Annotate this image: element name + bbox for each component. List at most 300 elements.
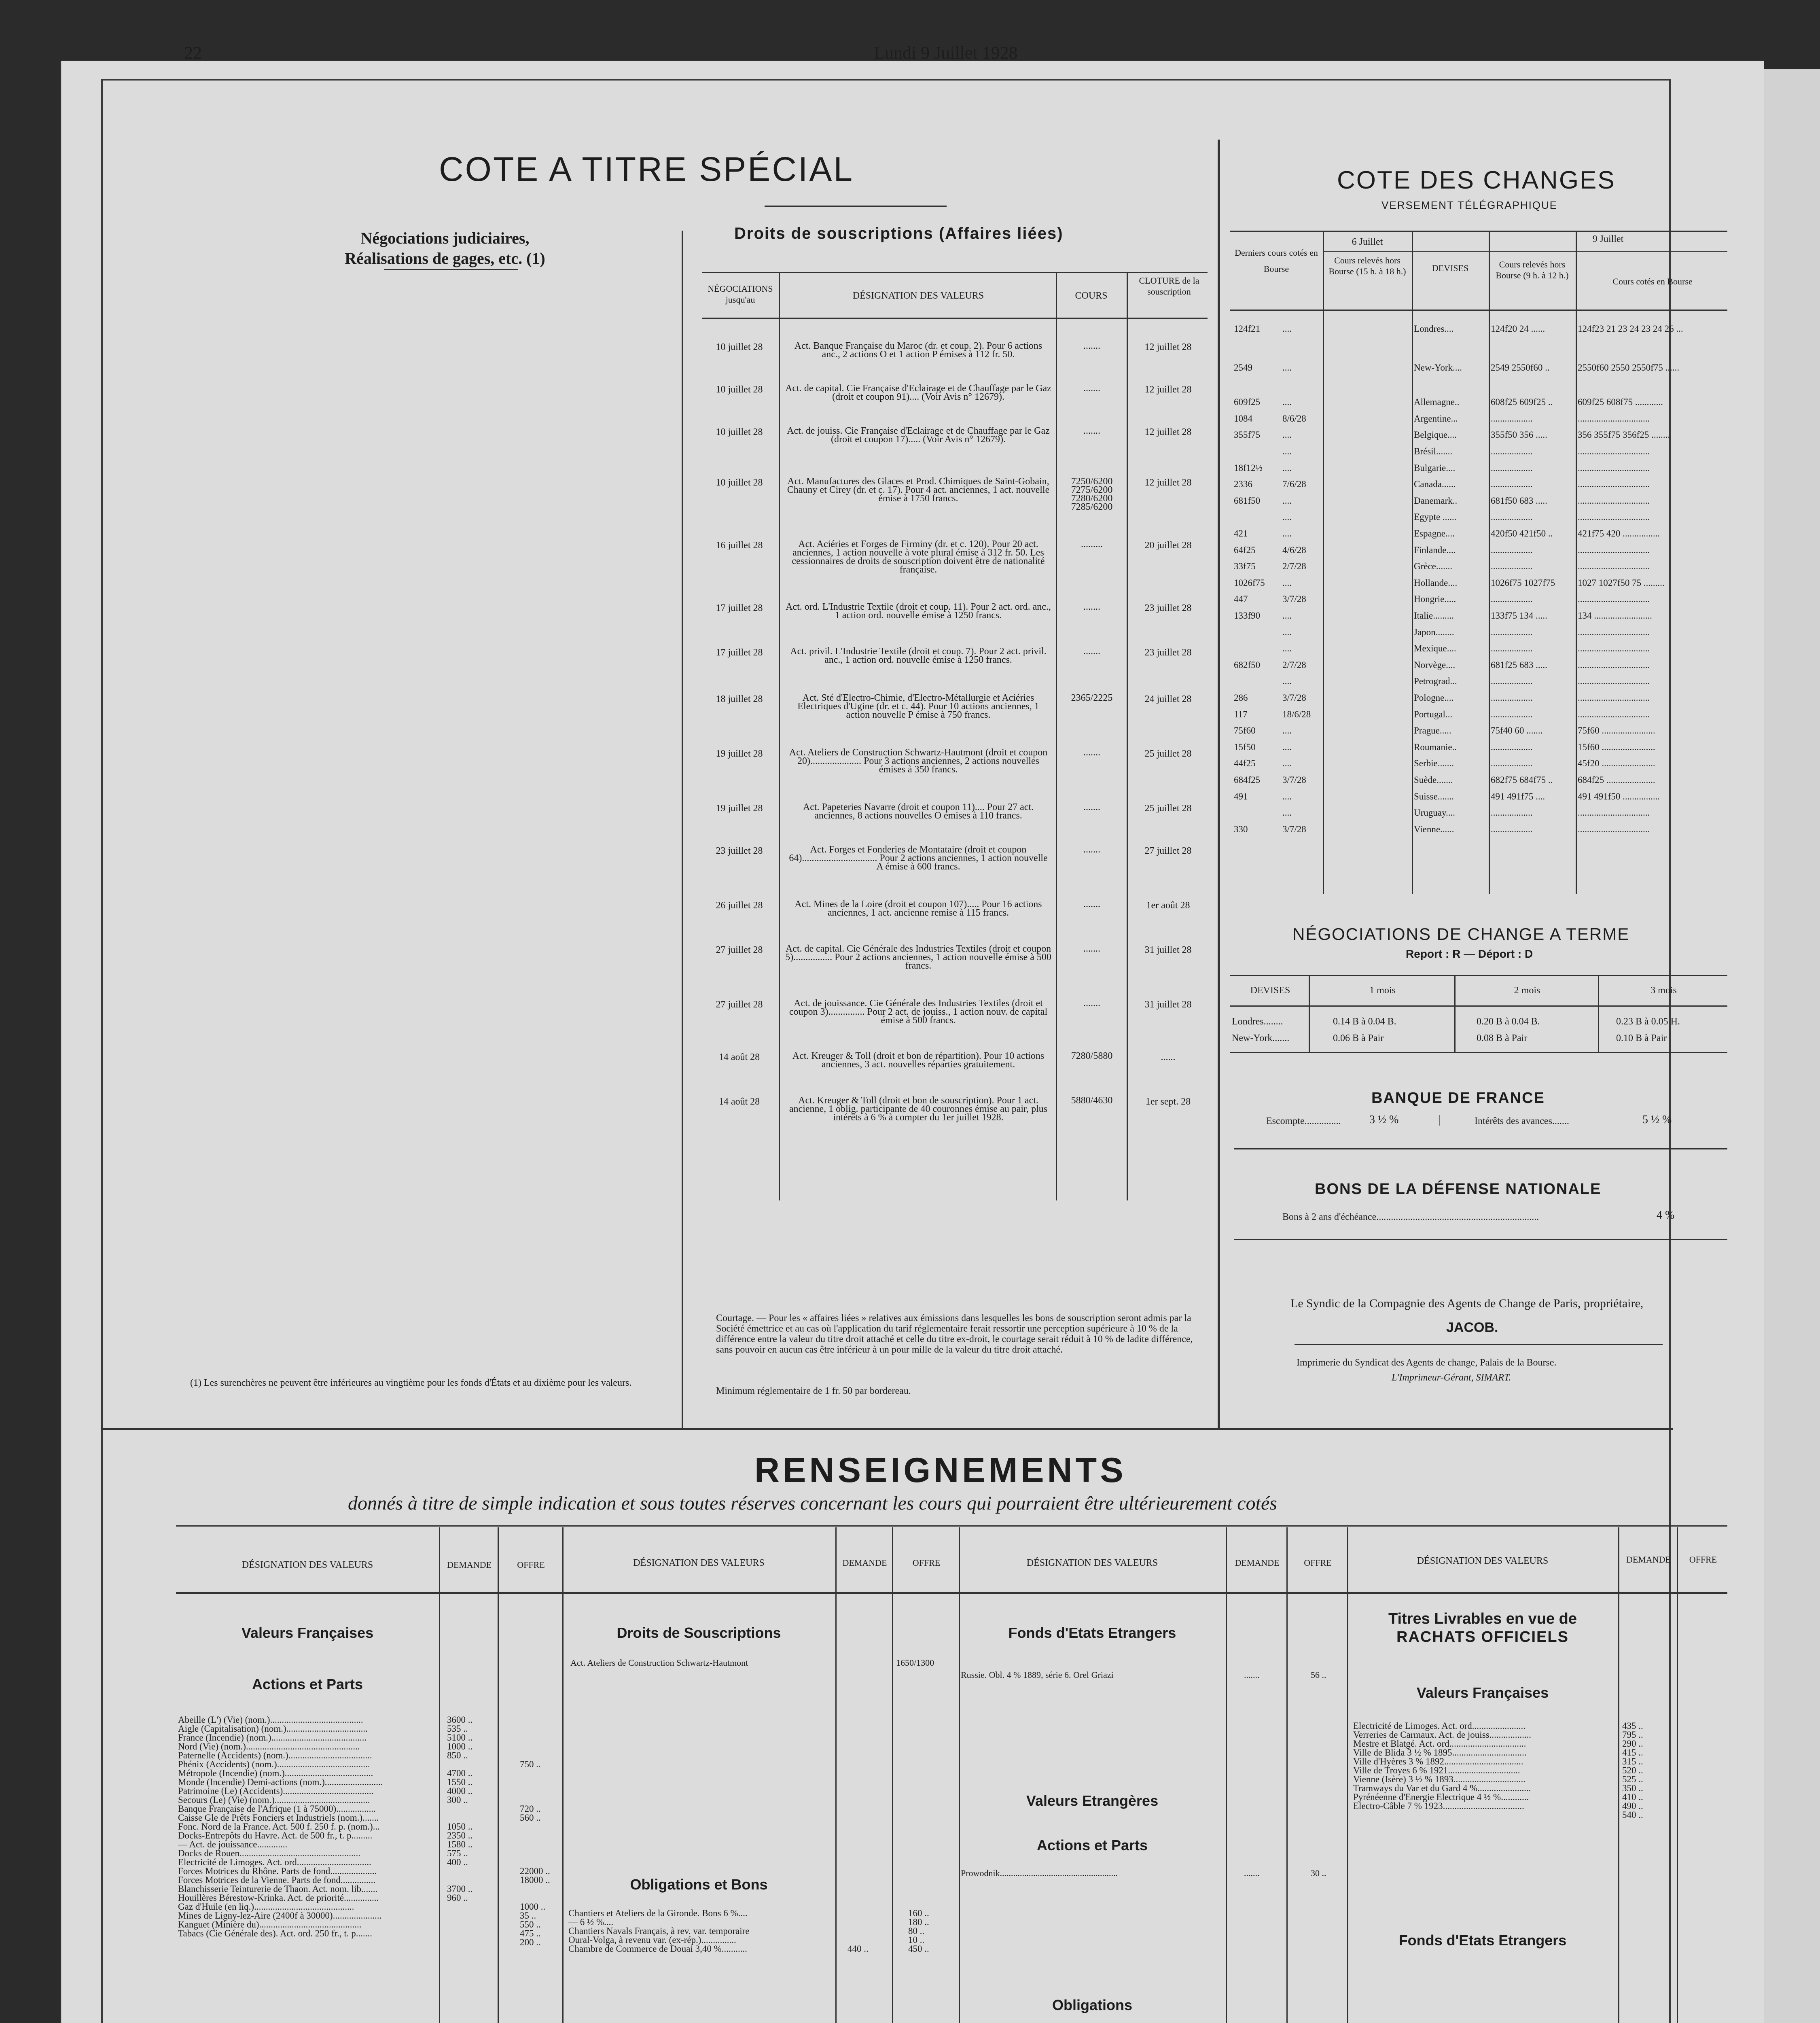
droits-col-line [779, 272, 780, 1200]
ren-item-offre: 200 .. [520, 1937, 541, 1947]
ren-list-item [568, 1918, 957, 1927]
change-bourse: 356 355f75 356f25 ........ [1578, 430, 1670, 440]
ren-h-offre-4: OFFRE [1689, 1554, 1717, 1565]
bons-title: BONS DE LA DÉFENSE NATIONALE [1315, 1181, 1602, 1198]
ren-c3-section-2: Valeurs Etrangères [1026, 1792, 1159, 1809]
ren-item-name: Electricité de Limoges. Act. ord................................ [178, 1857, 371, 1867]
ren-item-demande: 300 .. [447, 1795, 468, 1805]
change-bourse: ............................... [1578, 676, 1650, 686]
droit-row-cours: ......... [1081, 539, 1103, 549]
ren-c4-titres-line: Titres Livrables en vue de [1388, 1610, 1577, 1627]
ren-list-item [178, 1724, 560, 1733]
droit-row-cours: ....... [1083, 944, 1100, 954]
ren-h-demande-3: DEMANDE [1235, 1558, 1280, 1568]
ren-item-name: Secours (Le) (Vie) (nom.)......................................... [178, 1795, 370, 1805]
droit-row-cloture: 1er sept. 28 [1145, 1096, 1191, 1107]
ren-item-demande: 4000 .. [447, 1786, 473, 1796]
ren-c3-prowodnik-offre: 30 .. [1311, 1868, 1326, 1878]
change-date: .... [1282, 578, 1292, 588]
terme-h-devises: DEVISES [1250, 985, 1290, 996]
interets-value: 5 ½ % [1642, 1113, 1672, 1126]
change-releve: .................. [1491, 627, 1533, 637]
col-designation: DÉSIGNATION DES VALEURS [852, 291, 984, 301]
change-releve: .................. [1491, 758, 1533, 768]
change-date: .... [1282, 397, 1292, 407]
droit-row-date: 10 juillet 28 [716, 427, 763, 437]
ren-item-name: Electro-Câble 7 % 1923................................... [1353, 1801, 1524, 1811]
ren-item-demande: 410 .. [1622, 1792, 1643, 1802]
ren-item-demande: 315 .. [1622, 1756, 1643, 1766]
realisations-title: Réalisations de gages, etc. (1) [345, 249, 545, 267]
ren-list-item [178, 1813, 560, 1822]
ren-item-name: Tramways du Var et du Gard 4 %....................... [1353, 1783, 1531, 1793]
ren-item-offre: 180 .. [908, 1917, 929, 1927]
col-cloture: CLOTURE de la souscription [1139, 276, 1199, 297]
change-devise: Allemagne.. [1414, 397, 1460, 407]
change-releve: .................. [1491, 742, 1533, 752]
ren-list-item [178, 1831, 560, 1840]
ren-item-offre: 22000 .. [520, 1866, 550, 1876]
ren-c2-section-1: Droits de Souscriptions [617, 1624, 781, 1641]
ren-c2-list [568, 1909, 957, 1953]
change-devise: Japon........ [1414, 627, 1454, 637]
ren-list-item [178, 1867, 560, 1876]
ren-list-item [178, 1894, 560, 1902]
ren-item-offre: 560 .. [520, 1813, 541, 1823]
change-dernier: 2336 [1234, 479, 1252, 489]
change-date: .... [1282, 463, 1292, 473]
cote-titre-special-title: COTE A TITRE SPÉCIAL [439, 150, 854, 188]
ren-list-item [178, 1876, 560, 1885]
ren-item-name: Mestre et Blatgé. Act. ord................................. [1353, 1739, 1526, 1749]
change-date: .... [1282, 676, 1292, 686]
droit-row-date: 17 juillet 28 [716, 647, 763, 658]
changes-head-bottom [1230, 310, 1727, 311]
change-bourse: 684f25 ..................... [1578, 775, 1655, 785]
change-releve: .................. [1491, 561, 1533, 571]
terme-subtitle: Report : R — Déport : D [1406, 948, 1533, 960]
droit-row-date: 18 juillet 28 [716, 694, 763, 704]
change-devise: Suisse....... [1414, 791, 1454, 802]
ren-c4-section-2: Fonds d'Etats Etrangers [1398, 1932, 1567, 1949]
droit-row-cloture: 24 juillet 28 [1144, 694, 1192, 704]
terme-londres-3: 0.23 B à 0.05 H. [1616, 1016, 1680, 1027]
change-dernier: 447 [1234, 594, 1248, 604]
droit-row-date: 10 juillet 28 [716, 342, 763, 352]
ren-item-name: Abeille (L') (Vie) (nom.)........................................ [178, 1715, 363, 1725]
changes-head-top [1230, 231, 1727, 232]
courtage-note: Courtage. — Pour les « affaires liées » relatives aux émissions dans lesquelles les bons de souscription seront admis par la Société émettrice et au cas où l'application du tarif réglementaire ferait ressortir une perception supérieure à 10 % de la différence entre la valeur du titre droit attaché et celle du titre ex-droit, le courtage serait réduit à 10 % de ladite différence, sans pouvoir en aucun cas être inférieur à un pour mille de la valeur du titre droit attaché. [716, 1313, 1193, 1355]
change-bourse: 15f60 ....................... [1578, 742, 1655, 752]
ren-list-item [568, 1927, 957, 1936]
ren-list-item [1353, 1748, 1725, 1757]
ren-list-item [568, 1945, 957, 1953]
change-bourse: ............................... [1578, 545, 1650, 555]
ren-item-demande: 290 .. [1622, 1739, 1643, 1749]
changes-col-line [1576, 231, 1577, 894]
droit-row-designation: Act. Manufactures des Glaces et Prod. Chimiques de Saint-Gobain, Chauny et Cirey (dr. et c. 17). Pour 4 act. anciennes, 1 act. nouvelle émise à 1750 francs. [787, 476, 1050, 504]
ren-c3-prowodnik-demande: ....... [1244, 1868, 1260, 1878]
banque-separator: | [1438, 1113, 1441, 1126]
droit-row-date: 26 juillet 28 [716, 900, 763, 911]
change-devise: Italie......... [1414, 611, 1454, 621]
ren-list-item [178, 1769, 560, 1778]
change-devise: Hollande.... [1414, 578, 1458, 588]
ren-item-name: Kanguet (Minière du)............................................ [178, 1919, 362, 1930]
droit-row-date: 10 juillet 28 [716, 477, 763, 488]
ren-item-offre: 550 .. [520, 1919, 541, 1930]
change-bourse: 1027 1027f50 75 ......... [1578, 578, 1665, 588]
change-dernier: 1084 [1234, 414, 1252, 424]
droit-row-designation: Act. de jouiss. Cie Française d'Eclairage et de Chauffage par le Gaz (droit et coupon 17)..... (Voir Avis n° 12679). [787, 426, 1050, 445]
ren-list-item [178, 1805, 560, 1813]
ren-item-name: Chantiers et Ateliers de la Gironde. Bons 6 %.... [568, 1908, 748, 1918]
change-releve: 133f75 134 ..... [1491, 611, 1547, 621]
h-9-juillet: 9 Juillet [1592, 234, 1624, 244]
change-releve: .................. [1491, 512, 1533, 522]
change-bourse: ............................... [1578, 463, 1650, 473]
ren-item-name: Forces Motrices de la Vienne. Parts de fond............... [178, 1875, 376, 1885]
ren-item-name: Phénix (Accidents) (nom.)........................................ [178, 1759, 370, 1769]
change-bourse: ............................... [1578, 643, 1650, 653]
ren-col-line [1347, 1527, 1348, 2023]
droit-row-date: 14 août 28 [718, 1096, 760, 1107]
droit-row-cours: ....... [1083, 646, 1100, 657]
droit-row-designation: Act. Kreuger & Toll (droit et bon de souscription). Pour 1 act. ancienne, 1 oblig. participante de 40 couronnes émise au pair, plus intérêts à 6 % à compter du 1er juillet 1928. [789, 1095, 1048, 1123]
ren-item-demande: 2350 .. [447, 1830, 473, 1841]
droit-row-date: 27 juillet 28 [716, 945, 763, 955]
change-date: 8/6/28 [1282, 414, 1306, 424]
renseignements-subtitle: donnés à titre de simple indication et sous toutes réserves concernant les cours qui pourraient être ultérieurement cotés [348, 1493, 1277, 1514]
ren-list-item [178, 1849, 560, 1858]
ren-list-item [1353, 1811, 1725, 1819]
droit-row-cloture: 20 juillet 28 [1144, 540, 1192, 551]
change-devise: Espagne.... [1414, 528, 1455, 539]
ren-item-offre: 450 .. [908, 1944, 929, 1954]
ren-list-item [178, 1920, 560, 1929]
droit-row-cloture: 25 juillet 28 [1144, 803, 1192, 814]
change-dernier: 75f60 [1234, 725, 1256, 736]
droit-row-date: 23 juillet 28 [716, 846, 763, 856]
change-dernier: 117 [1234, 709, 1248, 719]
change-releve: 2549 2550f60 .. [1491, 363, 1550, 373]
droits-col-line [1127, 272, 1128, 1200]
renseignements-title: RENSEIGNEMENTS [754, 1451, 1127, 1490]
change-bourse: 609f25 608f75 ............ [1578, 397, 1663, 407]
change-releve: 491 491f75 .... [1491, 791, 1545, 802]
droit-row-date: 19 juillet 28 [716, 749, 763, 759]
ren-list-item [178, 1751, 560, 1760]
terme-londres-1: 0.14 B à 0.04 B. [1333, 1016, 1396, 1027]
interets-label: Intérêts des avances....... [1475, 1116, 1569, 1126]
ren-item-offre: 475 .. [520, 1928, 541, 1938]
change-date: 2/7/28 [1282, 660, 1306, 670]
change-devise: Hongrie..... [1414, 594, 1456, 604]
droit-row-cours: ....... [1083, 747, 1100, 758]
adjacent-page-edge [1764, 69, 1820, 2023]
changes-col-line [1412, 231, 1413, 894]
change-bourse: ............................... [1578, 627, 1650, 637]
change-bourse: 421f75 420 ................ [1578, 528, 1660, 539]
ren-item-name: Chantiers Navals Français, à rev. var. temporaire [568, 1926, 750, 1936]
change-date: 3/7/28 [1282, 693, 1306, 703]
change-date: .... [1282, 324, 1292, 334]
ren-h-offre-1: OFFRE [517, 1560, 545, 1570]
change-releve: 608f25 609f25 .. [1491, 397, 1553, 407]
ren-item-name: Blanchisserie Teinturerie de Thaon. Act. nom. lib....... [178, 1884, 378, 1894]
change-dernier: 64f25 [1234, 545, 1256, 555]
droit-row-cours: 5880/4630 [1071, 1095, 1113, 1106]
change-releve: 355f50 356 ..... [1491, 430, 1547, 440]
change-bourse: 2550f60 2550 2550f75 ...... [1578, 363, 1680, 373]
ren-item-name: Nord (Vie) (nom.)................................................. [178, 1741, 360, 1752]
ren-list-item [1353, 1722, 1725, 1730]
droits-title: Droits de souscriptions (Affaires liées) [734, 225, 1064, 242]
col-negociations: NÉGOCIATIONS jusqu'au [708, 284, 773, 305]
droit-row-designation: Act. Aciéries et Forges de Firminy (dr. et c. 120). Pour 20 act. anciennes, 1 action nouvelle à vote plural émise à 312 fr. 50. Les cessionnaires de droits de souscription doivent être de nationalité française. [792, 539, 1045, 575]
change-date: 3/7/28 [1282, 775, 1306, 785]
ren-item-name: Aigle (Capitalisation) (nom.)................................... [178, 1724, 368, 1734]
change-releve: 124f20 24 ...... [1491, 324, 1545, 334]
ren-item-name: Tabacs (Cie Générale des). Act. ord. 250 fr., t. p....... [178, 1928, 372, 1938]
ren-list-item [178, 1760, 560, 1769]
ren-item-name: Métropole (Incendie) (nom.)...................................... [178, 1768, 373, 1778]
ren-list-item [178, 1778, 560, 1787]
syndic-rule [1295, 1344, 1663, 1345]
change-releve: .................. [1491, 446, 1533, 456]
divider-negociations-droits [682, 231, 683, 1430]
ren-item-offre: 750 .. [520, 1759, 541, 1769]
change-releve: .................. [1491, 479, 1533, 489]
change-date: .... [1282, 758, 1292, 768]
syndic-name: JACOB. [1446, 1320, 1498, 1335]
droits-head-top [702, 272, 1208, 273]
change-releve: .................. [1491, 643, 1533, 653]
ren-h-designation-1: DÉSIGNATION DES VALEURS [242, 1560, 373, 1570]
change-devise: Egypte ...... [1414, 512, 1457, 522]
droit-row-cours: 7280/5880 [1071, 1051, 1113, 1061]
ren-list-item [178, 1911, 560, 1920]
change-dernier: 684f25 [1234, 775, 1261, 785]
ren-list-item [178, 1858, 560, 1867]
changes-subtitle: VERSEMENT TÉLÉGRAPHIQUE [1381, 199, 1558, 211]
change-bourse: ............................... [1578, 479, 1650, 489]
change-devise: Vienne...... [1414, 824, 1454, 834]
droit-row-cloture: 12 juillet 28 [1144, 427, 1192, 437]
ren-item-demande: 415 .. [1622, 1747, 1643, 1758]
change-date: .... [1282, 363, 1292, 373]
printer-line: Imprimerie du Syndicat des Agents de change, Palais de la Bourse. [1297, 1357, 1557, 1368]
droit-row-designation: Act. de capital. Cie Générale des Industries Textiles (droit et coupon 5)................ Pour 2 actions anciennes, 1 action nouvelle émise à 500 francs. [785, 944, 1051, 971]
changes-head-sub [1323, 251, 1727, 252]
droit-row-cloture: 27 juillet 28 [1144, 846, 1192, 856]
ren-list-item [1353, 1802, 1725, 1811]
ren-c4-rachats-line: RACHATS OFFICIELS [1396, 1629, 1569, 1646]
ren-c3-russie-name: Russie. Obl. 4 % 1889, série 6. Orel Griazi [961, 1670, 1114, 1680]
ren-col-line [1286, 1527, 1288, 2023]
ren-item-demande: 3700 .. [447, 1884, 473, 1894]
droit-row-cloture: 31 juillet 28 [1144, 945, 1192, 955]
droit-row-designation: Act. Ateliers de Construction Schwartz-Hautmont (droit et coupon 20)..................... Pour 3 actions anciennes, 2 actions nouvelles émises à 350 francs. [789, 747, 1048, 775]
terme-h-2: 2 mois [1514, 985, 1540, 996]
change-date: .... [1282, 627, 1292, 637]
ren-head-top [176, 1525, 1727, 1527]
terme-h-1: 1 mois [1369, 985, 1396, 996]
gerant-line: L'Imprimeur-Gérant, SIMART. [1392, 1372, 1511, 1383]
surencheres-footnote: (1) Les surenchères ne peuvent être inférieures au vingtième pour les fonds d'États et au dixième pour les valeurs. [190, 1378, 632, 1388]
ren-item-demande: 795 .. [1622, 1730, 1643, 1740]
h-releves-6: Cours relevés hors Bourse (15 h. à 18 h.) [1328, 255, 1406, 276]
droit-row-cloture: 1er août 28 [1146, 900, 1190, 911]
droit-row-designation: Act. de jouissance. Cie Générale des Industries Textiles (droit et coupon 3)............... Pour 2 act. de jouiss., 1 action nouv. de capital émise à 500 francs. [789, 998, 1048, 1026]
ren-item-name: Vienne (Isère) 3 ½ % 1893............................... [1353, 1774, 1525, 1784]
h-devises: DEVISES [1432, 263, 1469, 273]
ren-list-item [178, 1929, 560, 1938]
ren-item-name: Monde (Incendie) Demi-actions (nom.)......................... [178, 1777, 383, 1787]
droit-row-cloture: 25 juillet 28 [1144, 749, 1192, 759]
ren-item-offre: 18000 .. [520, 1875, 550, 1885]
droit-row-cloture: 23 juillet 28 [1144, 647, 1192, 658]
ren-c3-section-3: Actions et Parts [1036, 1837, 1148, 1853]
ren-list-item [178, 1840, 560, 1849]
change-devise: Canada...... [1414, 479, 1456, 489]
ren-item-name: Fonc. Nord de la France. Act. 500 f. 250 f. p. (nom.)... [178, 1822, 380, 1832]
ren-item-demande: 490 .. [1622, 1801, 1643, 1811]
change-bourse: ............................... [1578, 824, 1650, 834]
change-releve: .................. [1491, 824, 1533, 834]
ren-list-item [1353, 1775, 1725, 1784]
ren-item-demande: 435 .. [1622, 1721, 1643, 1731]
ren-list-item [1353, 1766, 1725, 1775]
droit-row-cours: ....... [1083, 341, 1100, 351]
ren-item-demande: 1050 .. [447, 1822, 473, 1832]
change-devise: Argentine... [1414, 414, 1458, 424]
change-devise: Brésil....... [1414, 446, 1453, 456]
terme-newyork-1: 0.06 B à Pair [1333, 1033, 1384, 1043]
ren-item-offre: 160 .. [908, 1908, 929, 1918]
change-devise: Grèce....... [1414, 561, 1453, 571]
ren-list-item [178, 1742, 560, 1751]
ren-item-demande: 535 .. [447, 1724, 468, 1734]
divider-left-right [1218, 140, 1220, 1430]
ren-list-item [178, 1885, 560, 1894]
terme-head-bottom [1230, 1005, 1727, 1007]
change-releve: 1026f75 1027f75 [1491, 578, 1555, 588]
ren-item-name: — Act. de jouissance............. [178, 1839, 288, 1849]
droit-row-designation: Act. ord. L'Industrie Textile (droit et coup. 11). Pour 2 act. ord. anc., 1 action ord. nouvelle émise à 1250 francs. [786, 602, 1051, 621]
change-devise: Londres.... [1414, 324, 1454, 334]
ren-list-item [178, 1716, 560, 1724]
droit-row-date: 16 juillet 28 [716, 540, 763, 551]
col-cours: COURS [1075, 291, 1108, 301]
change-date: .... [1282, 430, 1292, 440]
droit-row-date: 10 juillet 28 [716, 384, 763, 395]
change-releve: 420f50 421f50 .. [1491, 528, 1553, 539]
change-bourse: ............................... [1578, 808, 1650, 818]
change-bourse: 45f20 ....................... [1578, 758, 1655, 768]
change-releve: .................. [1491, 414, 1533, 424]
terme-h-3: 3 mois [1651, 985, 1677, 996]
change-devise: Norvège.... [1414, 660, 1456, 670]
change-date: 7/6/28 [1282, 479, 1306, 489]
change-dernier: 682f50 [1234, 660, 1261, 670]
ren-h-offre-2: OFFRE [912, 1558, 941, 1568]
ren-c2-droit-name: Act. Ateliers de Construction Schwartz-Hautmont [570, 1658, 748, 1668]
droits-head-bottom [702, 318, 1208, 319]
ren-item-demande: 1550 .. [447, 1777, 473, 1787]
h-6-juillet: 6 Juillet [1352, 237, 1383, 247]
terme-devise-londres: Londres........ [1232, 1016, 1283, 1027]
ren-item-name: Banque Française de l'Afrique (1 à 75000)................. [178, 1804, 376, 1814]
page-date: Lundi 9 Juillet 1928 [874, 43, 1018, 63]
ren-item-name: Chambre de Commerce de Douai 3,40 %........... [568, 1944, 747, 1954]
ren-col-line [562, 1527, 564, 2023]
change-bourse: ............................... [1578, 660, 1650, 670]
change-date: 4/6/28 [1282, 545, 1306, 555]
change-bourse: ............................... [1578, 414, 1650, 424]
change-bourse: ............................... [1578, 496, 1650, 506]
terme-title: NÉGOCIATIONS DE CHANGE A TERME [1292, 925, 1630, 944]
change-dernier: 124f21 [1234, 324, 1261, 334]
change-devise: New-York.... [1414, 363, 1462, 373]
ren-list-item [178, 1733, 560, 1742]
change-date: .... [1282, 446, 1292, 456]
terme-col-line [1454, 975, 1456, 1052]
change-date: .... [1282, 611, 1292, 621]
droit-row-designation: Act. Papeteries Navarre (droit et coupon 11).... Pour 27 act. anciennes, 8 actions nouvelles O émises à 110 francs. [803, 802, 1034, 821]
ren-item-demande: 5100 .. [447, 1732, 473, 1743]
bons-label: Bons à 2 ans d'échéance................................................................... [1282, 1212, 1539, 1222]
change-devise: Serbie....... [1414, 758, 1454, 768]
droit-row-cloture: 12 juillet 28 [1144, 477, 1192, 488]
change-devise: Finlande.... [1414, 545, 1456, 555]
bons-bottom [1234, 1239, 1727, 1240]
ren-list-item [1353, 1793, 1725, 1802]
droit-row-cloture: 23 juillet 28 [1144, 603, 1192, 613]
h-cotes: Cours cotés en Bourse [1612, 276, 1693, 286]
ren-item-name: Pyrénéenne d'Energie Electrique 4 ½ %............ [1353, 1792, 1529, 1802]
change-date: .... [1282, 808, 1292, 818]
change-bourse: ............................... [1578, 561, 1650, 571]
change-dernier: 286 [1234, 693, 1248, 703]
banque-bottom [1234, 1148, 1727, 1149]
ren-item-demande: 1000 .. [447, 1741, 473, 1752]
ren-item-name: Gaz d'Huile (en liq.)........................................... [178, 1902, 354, 1912]
droit-row-date: 17 juillet 28 [716, 603, 763, 613]
droit-row-designation: Act. Banque Française du Maroc (dr. et coup. 2). Pour 6 actions anc., 2 actions O et 1 action P émises à 112 fr. 50. [794, 341, 1042, 360]
ren-list-item [178, 1938, 560, 1947]
droit-row-designation: Act. Sté d'Electro-Chimie, d'Electro-Métallurgie et Aciéries Electriques d'Ugine (dr. et c. 44). Pour 10 actions anciennes, 1 action nouvelle P émise à 750 francs. [797, 693, 1039, 720]
change-releve: .................. [1491, 693, 1533, 703]
droit-row-cours: ....... [1083, 802, 1100, 812]
neg-underline [384, 269, 518, 270]
ren-item-demande: 3600 .. [447, 1715, 473, 1725]
change-devise: Roumanie.. [1414, 742, 1457, 752]
h-releves-9: Cours relevés hors Bourse (9 h. à 12 h.) [1496, 259, 1569, 280]
ren-list-item [178, 1796, 560, 1805]
change-dernier: 1026f75 [1234, 578, 1265, 588]
change-devise: Petrograd... [1414, 676, 1457, 686]
change-dernier: 2549 [1234, 363, 1252, 373]
ren-item-name: Ville de Blida 3 ½ % 1895................................ [1353, 1747, 1527, 1758]
change-releve: .................. [1491, 808, 1533, 818]
change-releve: 682f75 684f75 .. [1491, 775, 1553, 785]
droit-row-cours: 7250/6200 7275/6200 7280/6200 7285/6200 [1071, 476, 1113, 512]
ren-item-offre: 10 .. [908, 1935, 925, 1945]
ren-item-demande: 575 .. [447, 1848, 468, 1858]
ren-item-name: Docks de Rouen.................................................... [178, 1848, 361, 1858]
banque-title: BANQUE DE FRANCE [1371, 1090, 1545, 1107]
